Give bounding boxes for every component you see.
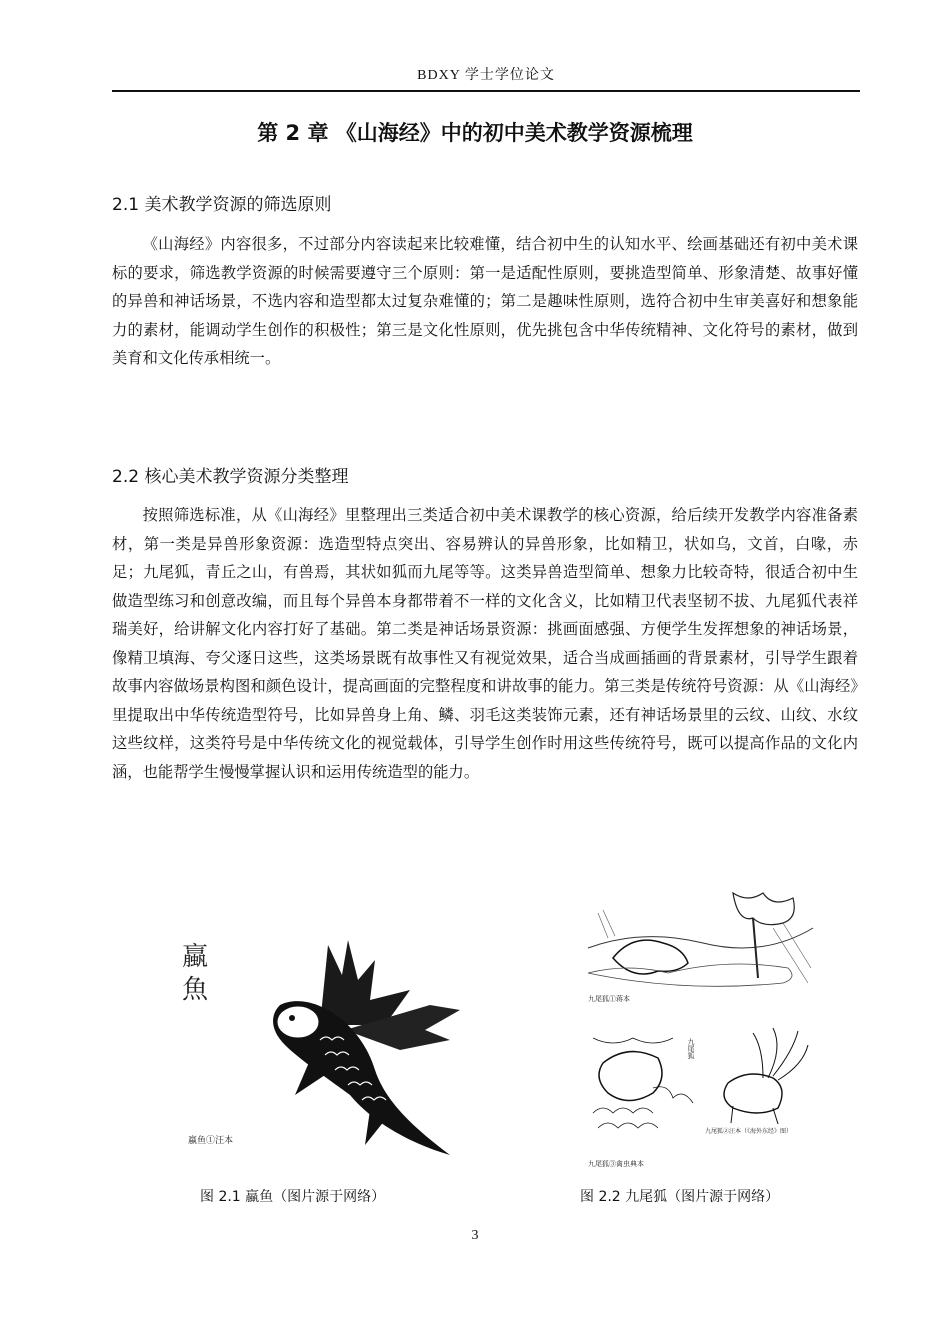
section-heading-2-2: 2.2 核心美术教学资源分类整理 — [112, 467, 349, 487]
figure-2-2-caption: 图 2.2 九尾狐（图片源于网络） — [580, 1189, 780, 1205]
jiuweihu-label-top: 九尾狐①蒋本 — [588, 995, 630, 1003]
section-2-2-paragraph: 按照筛选标准，从《山海经》里整理出三类适合初中美术课教学的核心资源，给后续开发教学内容准备素材，第一类是异兽形象资源：选造型特点突出、容易辨认的异兽形象，比如精卫，状如乌，文首，白喙，赤足；九尾狐，青丘之山，有兽焉，其状如狐而九尾等等。这类异兽造型简单、想象力比较奇特，很适合初中生做造型练习和创意改编，而且每个异兽本身都带着不一样的文化含义，比如精卫代表坚韧不拔、九尾狐代表祥瑞美好，给讲解文化内容打好了基础。第二类是神话场景资源：挑画面感强、方便学生发挥想象的神话场景，像精卫填海、夸父逐日这些，这类场景既有故事性又有视觉效果，适合当成画插画的背景素材，引导学生跟着故事内容做场景构图和颜色设计，提高画面的完整程度和讲故事的能力。第三类是传统符号资源：从《山海经》里提取出中华传统造型符号，比如异兽身上角、鳞、羽毛这类装饰元素，还有神话场景里的云纹、山纹、水纹这些纹样，这类符号是中华传统文化的视觉载体，引导学生创作时用这些传统符号，既可以提高作品的文化内涵，也能帮学生慢慢掌握认识和运用传统造型的能力。 — [112, 506, 858, 781]
figure-jiuweihu-image — [583, 888, 815, 1170]
figure-yingyu-image — [170, 930, 470, 1170]
jiuweihu-illustration — [583, 888, 815, 1170]
yingyu-label: 蠃鱼①汪本 — [188, 1136, 234, 1146]
header-text: BDXY 学士学位论文 — [417, 68, 555, 83]
jiuweihu-label-bottom-right: 九尾狐②汪本（《海外东经》图） — [705, 1128, 793, 1135]
jiuweihu-label-bottom-left: 九尾狐③禽虫典本 — [588, 1160, 644, 1168]
jiuweihu-bottom-right-panel — [705, 1028, 808, 1135]
yingyu-illustration — [170, 930, 470, 1170]
chapter-title: 第 2 章 《山海经》中的初中美术教学资源梳理 — [257, 121, 693, 145]
yingyu-eye — [289, 1015, 295, 1021]
jiuweihu-top-panel — [588, 893, 813, 1003]
page-number: 3 — [471, 1228, 479, 1243]
yingyu-head — [276, 1005, 320, 1039]
yingyu-calligraphy-top: 蠃 — [182, 942, 209, 972]
page-header — [112, 64, 860, 92]
yingyu-wing-upper — [320, 940, 410, 1025]
section-2-1-paragraph: 《山海经》内容很多，不过部分内容读起来比较难懂，结合初中生的认知水平、绘画基础还有初中美术课标的要求，筛选教学资源的时候需要遵守三个原则：第一是适配性原则，要挑造型简单、形象清楚、故事好懂的异兽和神话场景，不选内容和造型都太过复杂难懂的；第二是趣味性原则，选符合初中生审美喜好和想象能力的素材，能调动学生创作的积极性；第三是文化性原则，优先挑包含中华传统精神、文化符号的素材，做到美育和文化传承相统一。 — [112, 235, 858, 367]
jiuweihu-bottom-left-panel — [588, 1028, 698, 1168]
figure-2-1-caption: 图 2.1 蠃鱼（图片源于网络） — [200, 1189, 386, 1205]
yingyu-calligraphy-bottom: 魚 — [182, 975, 209, 1005]
section-heading-2-1: 2.1 美术教学资源的筛选原则 — [112, 195, 332, 215]
jiuweihu-vertical-label: 九尾狐 — [687, 1038, 695, 1059]
